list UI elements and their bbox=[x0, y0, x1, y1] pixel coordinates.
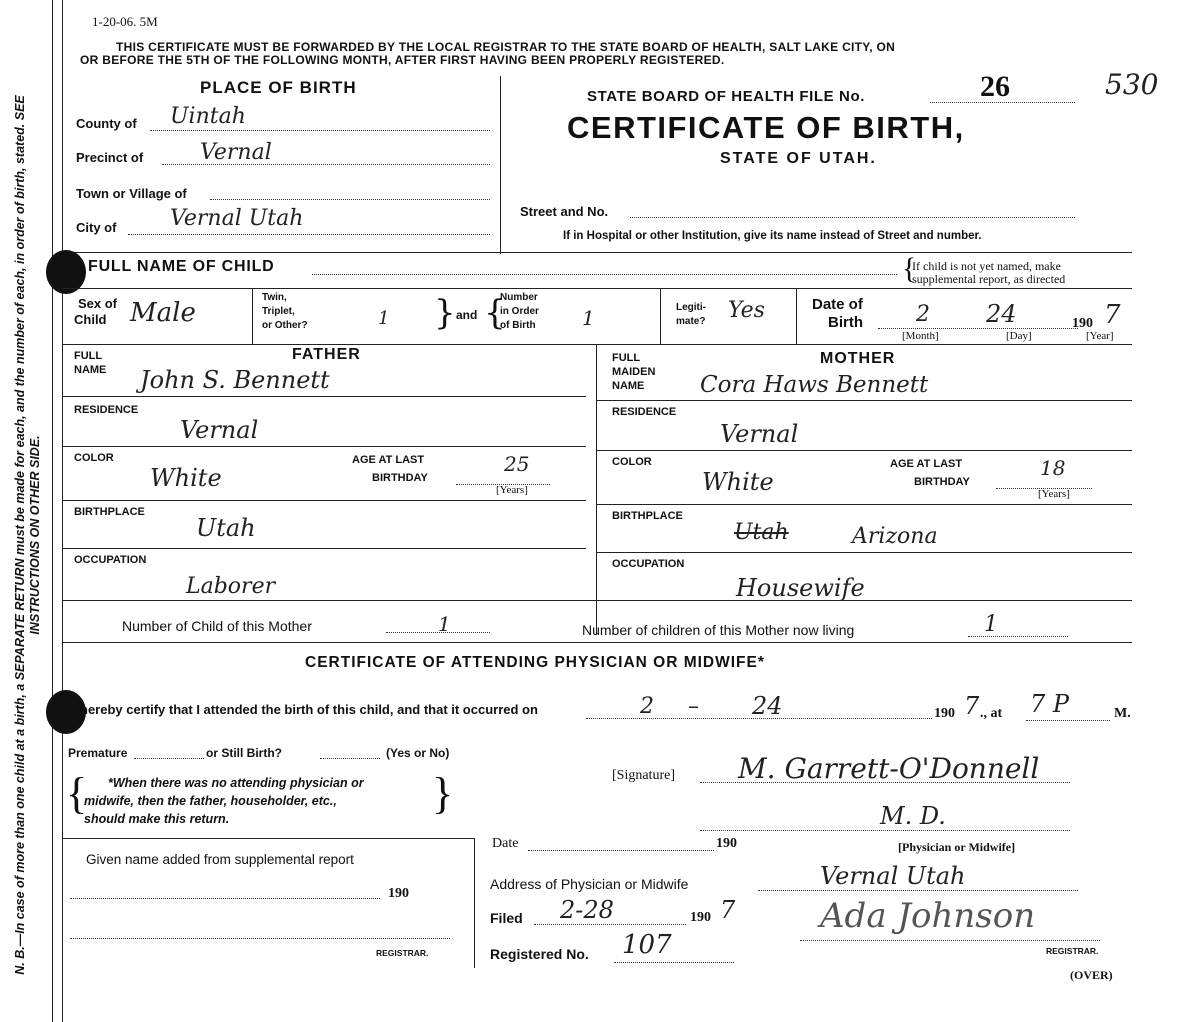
place-divider bbox=[500, 76, 501, 254]
signature-label: [Signature] bbox=[612, 768, 675, 783]
sex-value: Male bbox=[130, 298, 196, 328]
father-birthplace-label: BIRTHPLACE bbox=[74, 506, 145, 518]
occurred-year: 7 bbox=[964, 692, 980, 720]
note-line-3: should make this return. bbox=[84, 812, 230, 826]
mother-color-label: COLOR bbox=[612, 456, 652, 468]
father-rule-4 bbox=[62, 548, 586, 549]
at-label: ., at bbox=[980, 706, 1003, 721]
precinct-value: Vernal bbox=[200, 140, 272, 165]
supp-line-1 bbox=[70, 898, 380, 899]
precinct-label: Precinct of bbox=[76, 150, 144, 165]
town-line bbox=[210, 199, 490, 200]
premature-line bbox=[134, 758, 204, 759]
supp-divider bbox=[474, 838, 475, 968]
legit-value: Yes bbox=[728, 298, 765, 323]
m-label: M. bbox=[1114, 706, 1131, 721]
city-label: City of bbox=[76, 220, 117, 235]
mother-name-label-2: MAIDEN bbox=[612, 366, 656, 378]
and-label: and bbox=[456, 308, 478, 322]
header-notice-2: OR BEFORE THE 5TH OF THE FOLLOWING MONTH, AFTER FIRST HAVING BEEN PROPERLY REGISTERED. bbox=[80, 53, 725, 67]
time-value: 7 P bbox=[1030, 690, 1070, 718]
note-brace-left: { bbox=[66, 769, 88, 818]
living-label: Number of children of this Mother now living bbox=[582, 622, 855, 638]
father-occupation-value: Laborer bbox=[186, 574, 276, 599]
physician-midwife-label: [Physician or Midwife] bbox=[898, 840, 1016, 854]
child-name-line bbox=[312, 274, 897, 275]
hospital-note: If in Hospital or other Institution, give its name instead of Street and number. bbox=[563, 230, 982, 242]
father-color-label: COLOR bbox=[74, 452, 114, 464]
mother-years-label: [Years] bbox=[1038, 488, 1070, 500]
supp-label: Given name added from supplemental report bbox=[86, 852, 354, 867]
mother-birthplace-struck: Utah bbox=[734, 520, 789, 545]
registered-label: Registered No. bbox=[490, 946, 589, 962]
signature-value: M. Garrett-O'Donnell bbox=[738, 752, 1040, 785]
child-name-label: FULL NAME OF CHILD bbox=[88, 258, 275, 275]
note-line-2: midwife, then the father, householder, etc., bbox=[84, 794, 337, 808]
date-line bbox=[528, 850, 714, 851]
parent-divider bbox=[596, 344, 597, 634]
occurred-day: 24 bbox=[752, 692, 783, 720]
margin-rule-inner bbox=[62, 0, 63, 1022]
over-label: (OVER) bbox=[1070, 968, 1113, 982]
supp-line-2 bbox=[70, 938, 450, 939]
registrar-label: REGISTRAR. bbox=[1046, 946, 1099, 956]
name-note-2: supplemental report, as directed bbox=[912, 272, 1066, 286]
order-label-2: in Order bbox=[500, 306, 539, 317]
order-value: 1 bbox=[582, 306, 595, 330]
form-code: 1-20-06. 5M bbox=[92, 14, 158, 29]
date-year: 190 bbox=[716, 836, 737, 851]
twin-label-2: Triplet, bbox=[262, 306, 295, 317]
header-notice-1: THIS CERTIFICATE MUST BE FORWARDED BY THE LOCAL REGISTRAR TO THE STATE BOARD OF HEALTH, SALT LAKE CITY, ON bbox=[116, 40, 896, 54]
supp-registrar-label: REGISTRAR. bbox=[376, 948, 429, 958]
registered-line bbox=[614, 962, 734, 963]
mother-name-label-1: FULL bbox=[612, 352, 641, 364]
signature-line-2 bbox=[700, 830, 1070, 831]
father-residence-label: RESIDENCE bbox=[74, 404, 139, 416]
rule-3 bbox=[62, 344, 1132, 345]
twin-brace: } bbox=[434, 293, 456, 333]
dob-line bbox=[878, 328, 1078, 329]
legit-label-1: Legiti- bbox=[676, 302, 706, 313]
father-heading: FATHER bbox=[292, 346, 361, 363]
mother-occupation-value: Housewife bbox=[736, 574, 865, 602]
occurred-year-prefix: 190 bbox=[934, 706, 955, 721]
yes-no-label: (Yes or No) bbox=[386, 746, 450, 760]
twin-label-1: Twin, bbox=[262, 292, 287, 303]
twin-label-3: or Other? bbox=[262, 320, 308, 331]
mother-color-value: White bbox=[702, 468, 774, 496]
mother-age-label-1: AGE AT LAST bbox=[890, 458, 963, 470]
date-label: Date bbox=[492, 836, 519, 851]
father-age-value: 25 bbox=[504, 452, 530, 476]
child-num-value: 1 bbox=[438, 612, 451, 636]
dob-month: 2 bbox=[916, 302, 930, 327]
father-name-label-2: NAME bbox=[74, 364, 107, 376]
sex-divider bbox=[252, 288, 253, 344]
town-label: Town or Village of bbox=[76, 186, 187, 201]
mother-residence-value: Vernal bbox=[720, 420, 799, 448]
county-line bbox=[150, 130, 490, 131]
occurred-month: 2 bbox=[640, 694, 654, 719]
filed-year-prefix: 190 bbox=[690, 910, 711, 925]
city-value: Vernal Utah bbox=[170, 206, 304, 231]
filed-line bbox=[534, 924, 686, 925]
father-name-value: John S. Bennett bbox=[140, 366, 330, 394]
mother-name-label-3: NAME bbox=[612, 380, 645, 392]
supp-year: 190 bbox=[388, 886, 409, 901]
dob-day: 24 bbox=[986, 300, 1017, 328]
city-line bbox=[128, 234, 490, 235]
file-label: STATE BOARD OF HEALTH FILE No. bbox=[587, 88, 865, 105]
file-number: 26 bbox=[980, 70, 1010, 103]
dob-year-prefix: 190 bbox=[1072, 316, 1093, 331]
rule-2 bbox=[62, 288, 1132, 289]
living-line bbox=[968, 636, 1068, 637]
note-line-1: *When there was no attending physician or bbox=[108, 776, 364, 790]
address-value: Vernal Utah bbox=[820, 862, 966, 890]
still-label: or Still Birth? bbox=[206, 746, 282, 760]
registrar-signature: Ada Johnson bbox=[820, 896, 1036, 936]
mother-name-value: Cora Haws Bennett bbox=[700, 372, 929, 398]
street-label: Street and No. bbox=[520, 204, 609, 219]
mother-residence-label: RESIDENCE bbox=[612, 406, 677, 418]
dob-label-1: Date of bbox=[812, 296, 863, 313]
physician-heading: CERTIFICATE OF ATTENDING PHYSICIAN OR MIDWIFE* bbox=[305, 654, 765, 671]
legit-divider bbox=[796, 288, 797, 344]
mother-rule-4 bbox=[596, 552, 1132, 553]
note-brace-right: } bbox=[432, 769, 454, 818]
father-color-value: White bbox=[150, 464, 222, 492]
order-label-1: Number bbox=[500, 292, 538, 303]
order-label-3: of Birth bbox=[500, 320, 536, 331]
premature-label: Premature bbox=[68, 746, 128, 760]
filed-year: 7 bbox=[720, 896, 736, 924]
father-rule-2 bbox=[62, 446, 586, 447]
father-name-label-1: FULL bbox=[74, 350, 103, 362]
father-age-label-2: BIRTHDAY bbox=[372, 472, 428, 484]
father-residence-value: Vernal bbox=[180, 416, 259, 444]
twin-value: 1 bbox=[378, 308, 390, 329]
margin-number: 530 bbox=[1105, 68, 1159, 101]
mother-occupation-label: OCCUPATION bbox=[612, 558, 685, 570]
side-note: N. B.—In case of more than one child at a birth, a SEPARATE RETURN must be made for each, and the number of each, in order of birth, stated. SEE INSTRUCTIONS ON OTHER SIDE. bbox=[13, 95, 42, 975]
supp-rule-top bbox=[62, 838, 474, 839]
living-value: 1 bbox=[984, 612, 998, 637]
sex-label-1: Sex of bbox=[78, 296, 118, 311]
legit-label-2: mate? bbox=[676, 316, 706, 327]
order-brace: { bbox=[484, 293, 506, 333]
address-line bbox=[758, 890, 1078, 891]
mother-birthplace-value: Arizona bbox=[852, 524, 938, 549]
month-label: [Month] bbox=[902, 330, 939, 342]
father-rule-3 bbox=[62, 500, 586, 501]
mother-heading: MOTHER bbox=[820, 350, 896, 367]
occurred-dash: – bbox=[688, 694, 699, 719]
registered-value: 107 bbox=[622, 930, 672, 960]
address-label: Address of Physician or Midwife bbox=[490, 876, 689, 892]
certificate-title: CERTIFICATE OF BIRTH, bbox=[567, 110, 965, 145]
place-of-birth-heading: PLACE OF BIRTH bbox=[200, 78, 357, 97]
dob-year: 7 bbox=[1104, 300, 1121, 330]
rule-5 bbox=[62, 642, 1132, 643]
father-age-label-1: AGE AT LAST bbox=[352, 454, 425, 466]
county-label: County of bbox=[76, 116, 137, 131]
mother-rule-2 bbox=[596, 450, 1132, 451]
signature-value-2: M. D. bbox=[880, 802, 946, 830]
county-value: Uintah bbox=[170, 104, 246, 129]
mother-age-label-2: BIRTHDAY bbox=[914, 476, 970, 488]
name-note-1: If child is not yet named, make bbox=[912, 259, 1061, 273]
father-birthplace-value: Utah bbox=[196, 514, 256, 542]
filed-value: 2-28 bbox=[560, 896, 614, 924]
order-divider bbox=[660, 288, 661, 344]
filed-label: Filed bbox=[490, 910, 523, 926]
day-label: [Day] bbox=[1006, 330, 1032, 342]
rule-1 bbox=[62, 252, 1132, 253]
street-line bbox=[630, 217, 1075, 218]
father-years-label: [Years] bbox=[496, 484, 528, 496]
father-occupation-label: OCCUPATION bbox=[74, 554, 147, 566]
state-subtitle: STATE OF UTAH. bbox=[720, 150, 877, 167]
child-num-label: Number of Child of this Mother bbox=[122, 618, 312, 634]
dob-label-2: Birth bbox=[828, 314, 863, 331]
mother-age-value: 18 bbox=[1040, 456, 1066, 480]
time-line bbox=[1026, 720, 1110, 721]
margin-rule-outer bbox=[52, 0, 53, 1022]
rule-4 bbox=[62, 600, 1132, 601]
year-label: [Year] bbox=[1086, 330, 1114, 342]
father-rule-1 bbox=[62, 396, 586, 397]
still-line bbox=[320, 758, 380, 759]
sex-label-2: Child bbox=[74, 312, 107, 327]
certify-text: hereby certify that I attended the birth of this child, and that it occurred on bbox=[80, 702, 538, 717]
mother-rule-1 bbox=[596, 400, 1132, 401]
name-note-brace: { bbox=[902, 252, 917, 285]
mother-birthplace-label: BIRTHPLACE bbox=[612, 510, 683, 522]
mother-rule-3 bbox=[596, 504, 1132, 505]
registrar-sign-line bbox=[800, 940, 1100, 941]
